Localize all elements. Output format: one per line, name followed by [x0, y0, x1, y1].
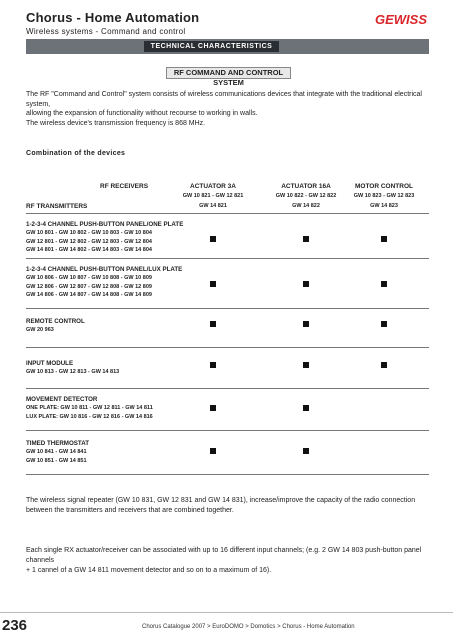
- intro-line-1: The RF "Command and Control" system consists of wireless communications devices that integrate with the traditional electrical system,: [26, 91, 422, 108]
- compatible-mark: [381, 321, 387, 327]
- compatible-mark: [210, 236, 216, 242]
- row-code: GW 10 806 - GW 10 807 - GW 10 808 - GW 10 809: [26, 275, 152, 281]
- motor-control-header: [339, 183, 429, 210]
- row-title: INPUT MODULE: [26, 360, 74, 367]
- row-code: LUX PLATE: GW 10 816 - GW 12 816 - GW 14 816: [26, 413, 153, 420]
- header-subtitle: Wireless systems - Command and control: [26, 27, 186, 36]
- intro-line-2: allowing the expansion of functionality without recourse to working in walls.: [26, 110, 258, 117]
- technical-characteristics-bar: [26, 39, 429, 54]
- row-title: MOVEMENT DETECTOR: [26, 396, 98, 403]
- compatible-mark: [381, 236, 387, 242]
- table-row: [26, 347, 429, 388]
- table-row: [26, 388, 429, 430]
- actuator-3a-codes: GW 10 821 - GW 12 821: [182, 193, 244, 199]
- combination-title: Combination of the devices: [26, 150, 126, 157]
- intro-paragraph: [26, 90, 429, 128]
- compatible-mark: [210, 362, 216, 368]
- compatible-mark: [381, 281, 387, 287]
- page-number: 236: [2, 617, 28, 634]
- row-title: TIMED THERMOSTAT: [26, 440, 90, 447]
- compatible-mark: [303, 281, 309, 287]
- row-code: GW 12 806 - GW 12 807 - GW 12 808 - GW 12 809: [26, 283, 152, 290]
- motor-control-title: MOTOR CONTROL: [354, 183, 413, 190]
- row-code: GW 14 801 - GW 14 802 - GW 14 803 - GW 14 804: [26, 247, 152, 253]
- actuator-16a-codes-2: GW 14 822: [292, 203, 320, 209]
- footer-divider: [0, 612, 453, 613]
- row-title: REMOTE CONTROL: [26, 318, 85, 325]
- header-title: Chorus - Home Automation: [26, 10, 200, 25]
- actuator-3a-title: ACTUATOR 3A: [190, 183, 236, 190]
- gewiss-logo: [373, 6, 429, 32]
- table-row: [26, 430, 429, 475]
- logo-text: GEWISS: [374, 12, 428, 27]
- row-code: GW 12 801 - GW 12 802 - GW 12 803 - GW 12 804: [26, 238, 152, 245]
- row-title: 1-2-3-4 CHANNEL PUSH-BUTTON PANEL/LUX PLATE: [26, 266, 183, 273]
- row-title: 1-2-3-4 CHANNEL PUSH-BUTTON PANEL/ONE PLATE: [26, 221, 184, 228]
- compatible-mark: [303, 236, 309, 242]
- repeater-note-line-2: between the transmitters and receivers that are combined together.: [26, 507, 234, 514]
- motor-control-codes: GW 10 823 - GW 12 823: [353, 193, 415, 199]
- actuator-16a-title: ACTUATOR 16A: [281, 183, 331, 190]
- row-code: GW 10 841 - GW 14 841: [26, 449, 87, 455]
- row-code: GW 10 801 - GW 10 802 - GW 10 803 - GW 10 804: [26, 230, 152, 236]
- rf-receivers-header: RF RECEIVERS: [100, 183, 149, 190]
- table-row: [26, 213, 429, 258]
- intro-line-3: The wireless device's transmission frequency is 868 MHz.: [26, 119, 206, 127]
- actuator-16a-header: [261, 183, 351, 210]
- compatible-mark: [303, 321, 309, 327]
- compatible-mark: [381, 362, 387, 368]
- footer-breadcrumb: Chorus Catalogue 2007 > EuroDOMO > Domotics > Chorus - Home Automation: [142, 624, 355, 630]
- section-title: RF COMMAND AND CONTROL SYSTEM: [166, 67, 291, 79]
- compatible-mark: [303, 405, 309, 411]
- row-code: GW 10 851 - GW 14 851: [26, 457, 87, 464]
- channels-note-line-1: Each single RX actuator/receiver can be associated with up to 16 different input channels; (e.g. 2 GW 14 803 push-button panel channels: [26, 547, 422, 564]
- compatible-mark: [210, 448, 216, 454]
- table-row: [26, 258, 429, 308]
- channels-note: [26, 546, 429, 576]
- technical-characteristics-label: TECHNICAL CHARACTERISTICS: [150, 43, 273, 50]
- compatible-mark: [210, 405, 216, 411]
- compatible-mark: [210, 281, 216, 287]
- row-code: GW 20 963: [26, 327, 54, 333]
- table-row: [26, 308, 429, 347]
- actuator-3a-header: [168, 183, 258, 210]
- channels-note-line-2: + 1 cannel of a GW 14 811 movement detector and so on to a maximum of 16).: [26, 567, 272, 574]
- repeater-note: [26, 496, 429, 516]
- row-code: GW 14 806 - GW 14 807 - GW 14 808 - GW 14 809: [26, 292, 152, 298]
- rf-transmitters-header: RF TRANSMITTERS: [26, 203, 88, 210]
- row-code: ONE PLATE: GW 10 811 - GW 12 811 - GW 14 811: [26, 405, 153, 411]
- compatible-mark: [303, 448, 309, 454]
- actuator-16a-codes: GW 10 822 - GW 12 822: [275, 193, 337, 199]
- row-code: GW 10 813 - GW 12 813 - GW 14 813: [26, 369, 120, 375]
- compatibility-table: [26, 172, 429, 475]
- repeater-note-line-1: The wireless signal repeater (GW 10 831, GW 12 831 and GW 14 831), increase/improve the capacity of the radio connection: [26, 497, 416, 504]
- compatible-mark: [303, 362, 309, 368]
- motor-control-codes-2: GW 14 823: [370, 203, 398, 209]
- actuator-3a-codes-2: GW 14 821: [199, 203, 227, 209]
- compatible-mark: [210, 321, 216, 327]
